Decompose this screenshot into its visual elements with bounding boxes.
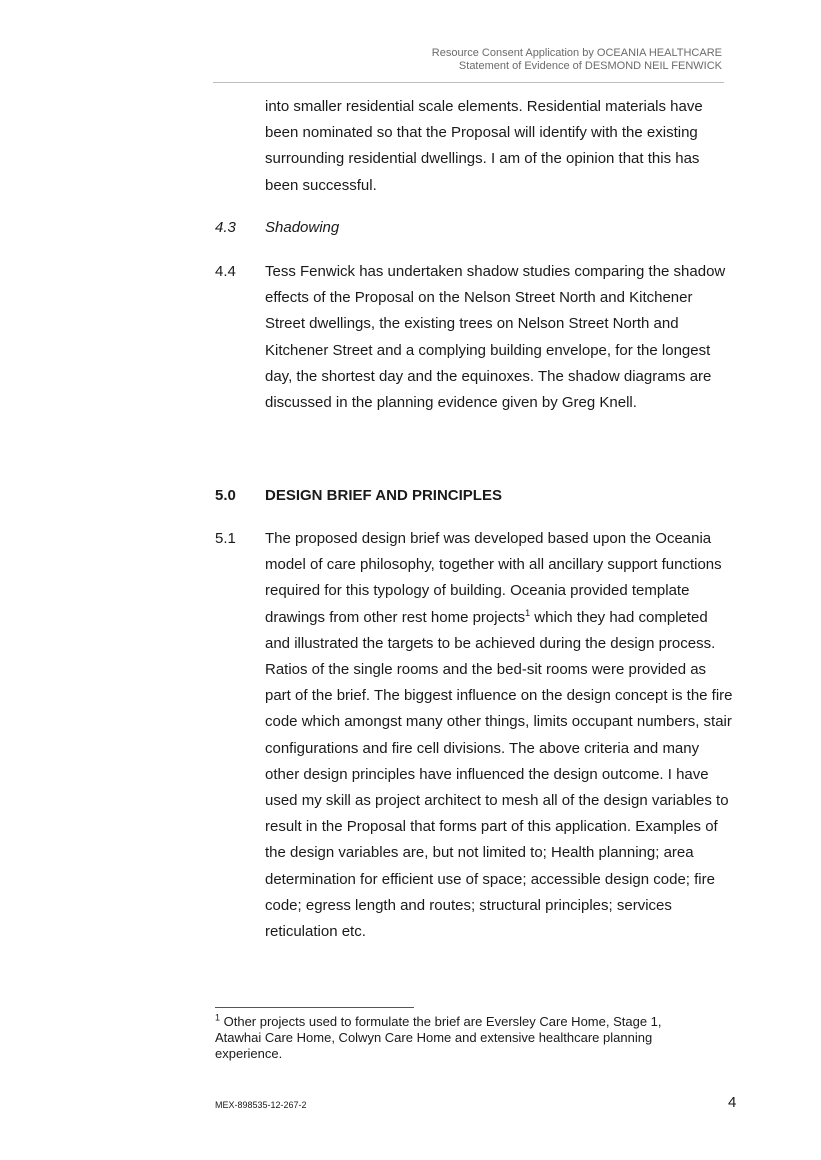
header-line-applicant: Resource Consent Application by OCEANIA HEALTHCARE [431, 47, 722, 59]
section-5-0-heading: DESIGN BRIEF AND PRINCIPLES [265, 487, 502, 504]
paragraph-5-1-number: 5.1 [215, 530, 236, 547]
paragraph-5-1-text-part-b: which they had completed and illustrated the targets to be achieved during the design process. Ratios of the single rooms and the bed-sit rooms were provided as part of the brief. The biggest influence on the design concept is the fire code which amongst many other things, limits occupant numbers, stair configurations and fire cell divisions. The above criteria and many other design principles have influenced the design outcome. I have used my skill as project architect to mesh all of the design variables to result in the Proposal that forms part of this application. Examples of the design variables are, but not limited to; Health planning; area determination for efficient use of space; accessible design code; fire code; egress length and routes; structural principles; services reticulation etc. [265, 608, 733, 941]
section-5-0-number: 5.0 [215, 487, 236, 504]
section-4-3-heading: Shadowing [265, 219, 340, 236]
footnote-divider [215, 1007, 414, 1008]
continuation-paragraph: into smaller residential scale elements. Residential materials have been nominated so that the Proposal will identify with the existing surrounding residential dwellings. I am of the opinion that this has been successful. [265, 98, 703, 194]
paragraph-4-4-number: 4.4 [215, 263, 236, 280]
page-number: 4 [728, 1094, 737, 1111]
paragraph-5-1-text-part-a: The proposed design brief was developed based upon the Oceania model of care philosophy, together with all ancillary support functions required for this typology of building. Oceania provided template drawings from other rest home projects [265, 530, 722, 626]
footnote-1 [215, 1014, 705, 1062]
paragraph-4-4-text: Tess Fenwick has undertaken shadow studies comparing the shadow effects of the Proposal on the Nelson Street North and Kitchener Street dwellings, the existing trees on Nelson Street North and Kitchener Street and a complying building envelope, for the longest day, the shortest day and the equinoxes. The shadow diagrams are discussed in the planning evidence given by Greg Knell. [265, 263, 726, 412]
running-header [432, 47, 722, 73]
document-reference: MEX-898535-12-267-2 [215, 1100, 307, 1110]
section-4-3-number: 4.3 [215, 219, 236, 236]
footnote-reference-mark[interactable]: 1 [525, 607, 531, 618]
footnote-text: Other projects used to formulate the brief are Eversley Care Home, Stage 1, Atawhai Care Home, Colwyn Care Home and extensive healthcare planning experience. [215, 1014, 662, 1061]
footnote-mark: 1 [215, 1012, 221, 1023]
header-divider [213, 82, 724, 83]
paragraph-5-1-text [265, 526, 735, 945]
header-line-witness: Statement of Evidence of DESMOND NEIL FENWICK [458, 60, 722, 72]
